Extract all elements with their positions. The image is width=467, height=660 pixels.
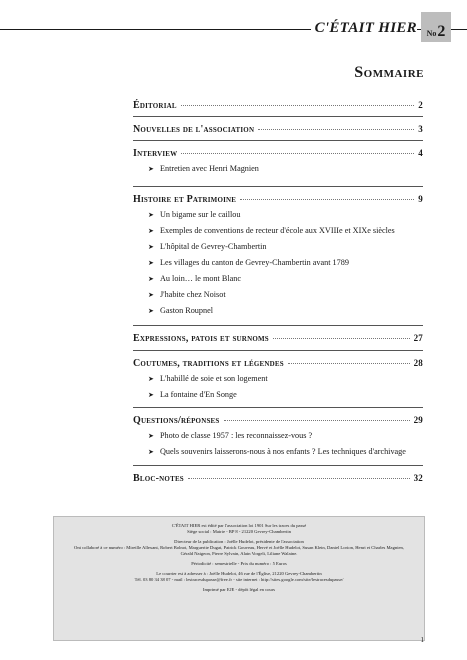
dot-leader: [181, 105, 415, 106]
dot-leader: [258, 129, 414, 130]
toc-subentry-label: L'habillé de soie et son logement: [160, 374, 268, 383]
magazine-title: C'ÉTAIT HIER: [311, 20, 417, 37]
toc-entry[interactable]: [133, 473, 423, 484]
page-number: 1: [420, 636, 424, 644]
arrow-right-icon: ➤: [148, 306, 154, 315]
arrow-right-icon: ➤: [148, 447, 154, 456]
toc-entry-label: Questions/réponses: [133, 415, 220, 426]
toc-entry-page: 29: [413, 415, 423, 425]
toc-entry-label: Histoire et Patrimoine: [133, 194, 237, 205]
toc-subentry-label: J'habite chez Noisot: [160, 290, 226, 299]
toc-entry-page: 32: [413, 473, 423, 483]
toc-subentry[interactable]: [148, 290, 428, 299]
divider: [133, 407, 423, 408]
toc-entry-page: 3: [418, 124, 423, 134]
dot-leader: [181, 153, 414, 154]
toc-entry[interactable]: [133, 415, 423, 426]
divider: [133, 465, 423, 466]
dot-leader: [224, 420, 410, 421]
credits-block: Directeur de la publication : Joëlle Hudelot, présidente de l'association Ont collaboré à ce numéro : Mireille Allexant, Robert Bolnot, Marguerite Dugat, Patrick Gouveau, Hervé et Joëlle Hudelot, Susan Klein, Daniel Lorion, Henri et Charles Magnien, Gérald Naigeon, Pierre Sylvain, Alain Vorgeli, Liliane Walaine.: [74, 539, 404, 556]
publication-info-box: [53, 516, 425, 641]
toc-entry-label: Nouvelles de l'association: [133, 124, 255, 135]
toc-entry-label: Interview: [133, 148, 178, 159]
toc-subentry[interactable]: [148, 210, 428, 219]
contact-block: Le courrier est à adresser à : Joëlle Hudelot, 46 rue de l'Église, 21220 Gevrey-Chambertin Tél. 03 80 34 38 07 - mail : lestracesdupasse@free.fr - site internet : http://sites.google.com/site/lestracesdupasse/: [134, 571, 344, 582]
arrow-right-icon: ➤: [148, 431, 154, 440]
arrow-right-icon: ➤: [148, 374, 154, 383]
toc-subentry[interactable]: [148, 242, 428, 251]
printer-line: Imprimé par EJE - dépôt légal en cours: [202, 587, 276, 592]
dot-leader: [240, 199, 414, 200]
toc-entry[interactable]: [133, 100, 423, 111]
toc-subentry[interactable]: [148, 258, 428, 267]
arrow-right-icon: ➤: [148, 258, 154, 267]
arrow-right-icon: ➤: [148, 390, 154, 399]
toc-subentry[interactable]: [148, 390, 428, 399]
divider: [133, 140, 423, 141]
arrow-right-icon: ➤: [148, 226, 154, 235]
dot-leader: [188, 478, 410, 479]
toc-entry-page: 27: [413, 333, 423, 343]
toc-subentry-label: L'hôpital de Gevrey-Chambertin: [160, 242, 267, 251]
toc-entry-label: Bloc-notes: [133, 473, 184, 484]
toc-entry[interactable]: [133, 333, 423, 344]
toc-subentry[interactable]: [148, 226, 428, 235]
toc-subentry-label: Entretien avec Henri Magnien: [160, 164, 259, 173]
toc-subentry-label: Photo de classe 1957 : les reconnaissez-vous ?: [160, 431, 313, 440]
arrow-right-icon: ➤: [148, 164, 154, 173]
publisher-line: C'ÉTAIT HIER est édité par l'association loi 1901 Sur les traces du passé Siège social : Mairie - BP 8 - 21220 Gevrey-Chambertin: [171, 523, 307, 534]
periodicity-line: Périodicité : semestrielle - Prix du numéro : 5 Euros: [191, 561, 287, 566]
toc-subentry-label: Quels souvenirs laisserons-nous à nos enfants ? Les techniques d'archivage: [160, 447, 406, 456]
divider: [133, 116, 423, 117]
dot-leader: [273, 338, 410, 339]
toc-subentry-label: Exemples de conventions de recteur d'école aux XVIIIe et XIXe siècles: [160, 226, 395, 235]
divider: [133, 350, 423, 351]
divider: [133, 325, 423, 326]
toc-entry[interactable]: [133, 358, 423, 369]
arrow-right-icon: ➤: [148, 274, 154, 283]
toc-entry-page: 4: [418, 148, 423, 158]
toc-entry-page: 9: [418, 194, 423, 204]
toc-subentry-label: Gaston Roupnel: [160, 306, 213, 315]
arrow-right-icon: ➤: [148, 242, 154, 251]
issue-number: 2: [437, 23, 446, 40]
issue-number-box: [421, 12, 451, 42]
toc-subentry[interactable]: [148, 431, 428, 440]
toc-subentry[interactable]: [148, 164, 428, 173]
toc-entry[interactable]: [133, 194, 423, 205]
divider: [133, 186, 423, 187]
toc-entry-label: Expressions, patois et surnoms: [133, 333, 269, 344]
toc-subentry-label: La fontaine d'En Songe: [160, 390, 237, 399]
toc-subentry[interactable]: [148, 306, 428, 315]
toc-entry-label: Coutumes, traditions et légendes: [133, 358, 284, 369]
toc-subentry-label: Au loin… le mont Blanc: [160, 274, 241, 283]
toc-entry-label: Éditorial: [133, 100, 177, 111]
sommaire-heading: Sommaire: [354, 64, 424, 81]
arrow-right-icon: ➤: [148, 210, 154, 219]
toc-entry[interactable]: [133, 148, 423, 159]
toc-subentry[interactable]: [148, 274, 428, 283]
toc-subentry-label: Un bigame sur le caillou: [160, 210, 241, 219]
dot-leader: [288, 363, 410, 364]
toc-entry-page: 28: [413, 358, 423, 368]
toc-entry-page: 2: [418, 100, 423, 110]
arrow-right-icon: ➤: [148, 290, 154, 299]
toc-subentry[interactable]: [148, 447, 428, 456]
toc-subentry[interactable]: [148, 374, 428, 383]
page-header: [0, 12, 467, 42]
toc-subentry-label: Les villages du canton de Gevrey-Chambertin avant 1789: [160, 258, 349, 267]
issue-number-prefix: No: [426, 29, 437, 38]
toc-entry[interactable]: [133, 124, 423, 135]
